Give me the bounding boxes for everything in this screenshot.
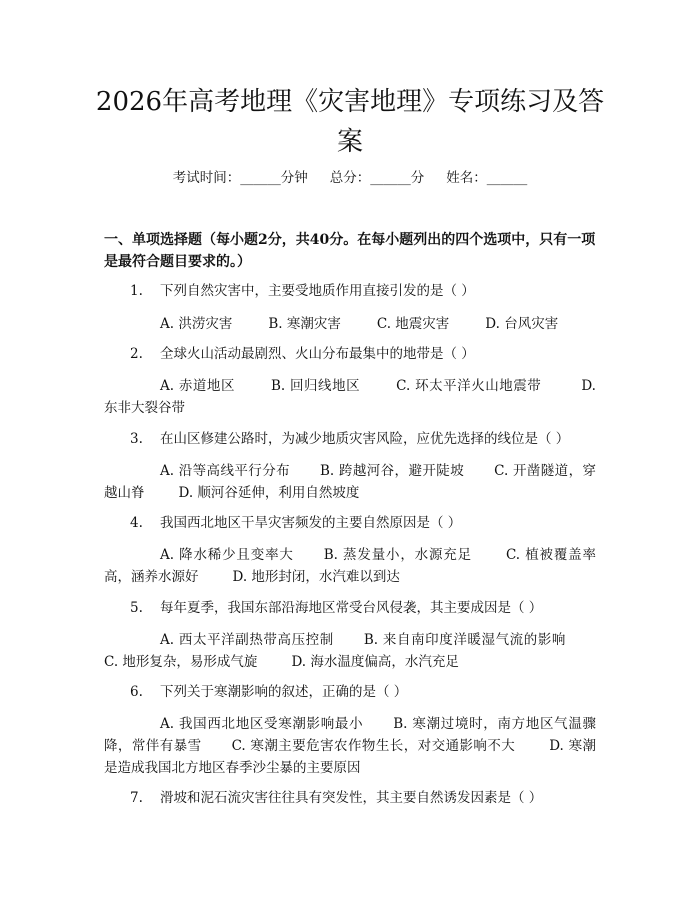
option-c: C. 开凿隧道，穿越山脊 [104,463,596,501]
option-a: A. 赤道地区 [160,378,235,394]
question-text: 下列自然灾害中，主要受地质作用直接引发的是（ ） [160,283,475,299]
option-b: B. 来自南印度洋暖湿气流的影响 [363,632,566,648]
question-options [104,629,596,673]
option-b: B. 寒潮灾害 [268,316,341,332]
option-c: C. 环太平洋火山地震带 [396,378,542,394]
exam-time-label: 考试时间：______分钟 [172,170,308,186]
question-text: 滑坡和泥石流灾害往往具有突发性，其主要自然诱发因素是（ ） [160,790,543,806]
option-d: D. 东非大裂谷带 [104,378,596,416]
option-b: B. 回归线地区 [270,378,361,394]
option-d: D. 顺河谷延伸，利用自然坡度 [178,485,360,501]
option-a: A. 西太平洋副热带高压控制 [160,632,334,648]
question-stem [104,597,596,619]
question-options [104,713,596,779]
question-number: 2. [130,346,143,362]
exam-meta [0,167,700,189]
option-c: C. 植被覆盖率高，涵养水源好 [104,547,596,585]
option-a: A. 沿等高线平行分布 [160,463,291,479]
question-number: 1. [130,283,143,299]
question-stem [104,280,596,302]
question-number: 6. [130,684,143,700]
option-d: D. 海水温度偏高，水汽充足 [291,654,459,670]
total-score-label: 总分：______分 [329,170,425,186]
question-number: 7. [130,790,143,806]
question-stem [104,343,596,365]
question-text: 下列关于寒潮影响的叙述，正确的是（ ） [160,684,408,700]
option-b: B. 蒸发量小，水源充足 [323,547,472,563]
option-d: D. 寒潮是造成我国北方地区春季沙尘暴的主要原因 [104,738,596,776]
question-options [104,313,596,335]
option-b: B. 跨越河谷，避开陡坡 [320,463,465,479]
question-stem [104,787,596,809]
student-name-label: 姓名：______ [446,170,528,186]
option-a: A. 我国西北地区受寒潮影响最小 [160,716,364,732]
question-text: 在山区修建公路时，为减少地质灾害风险，应优先选择的线位是（ ） [160,431,570,447]
question-number: 3. [130,431,143,447]
question-number: 5. [130,600,143,616]
question-text: 每年夏季，我国东部沿海地区常受台风侵袭，其主要成因是（ ） [160,600,543,616]
option-c: C. 寒潮主要危害农作物生长，对交通影响不大 [231,738,516,754]
question-stem [104,681,596,703]
section-heading: 一、单项选择题（每小题2分，共40分。在每小题列出的四个选项中，只有一项是最符合题目要求的。） [104,232,596,270]
question-stem [104,428,596,450]
question-number: 4. [130,515,143,531]
option-c: C. 地震灾害 [376,316,450,332]
question-text: 我国西北地区干旱灾害频发的主要自然原因是（ ） [160,515,462,531]
option-a: A. 降水稀少且变率大 [160,547,294,563]
question-options [104,375,596,419]
option-b: B. 寒潮过境时，南方地区气温骤降，常伴有暴雪 [104,716,596,754]
question-text: 全球火山活动最剧烈、火山分布最集中的地带是（ ） [160,346,475,362]
question-stem [104,512,596,534]
question-options [104,544,596,588]
option-a: A. 洪涝灾害 [160,316,233,332]
option-c: C. 地形复杂，易形成气旋 [104,654,258,670]
page-title: 2026年高考地理《灾害地理》专项练习及答案 [95,87,605,157]
option-d: D. 台风灾害 [485,316,559,332]
option-d: D. 地形封闭，水汽难以到达 [232,569,400,585]
question-options [104,460,596,504]
